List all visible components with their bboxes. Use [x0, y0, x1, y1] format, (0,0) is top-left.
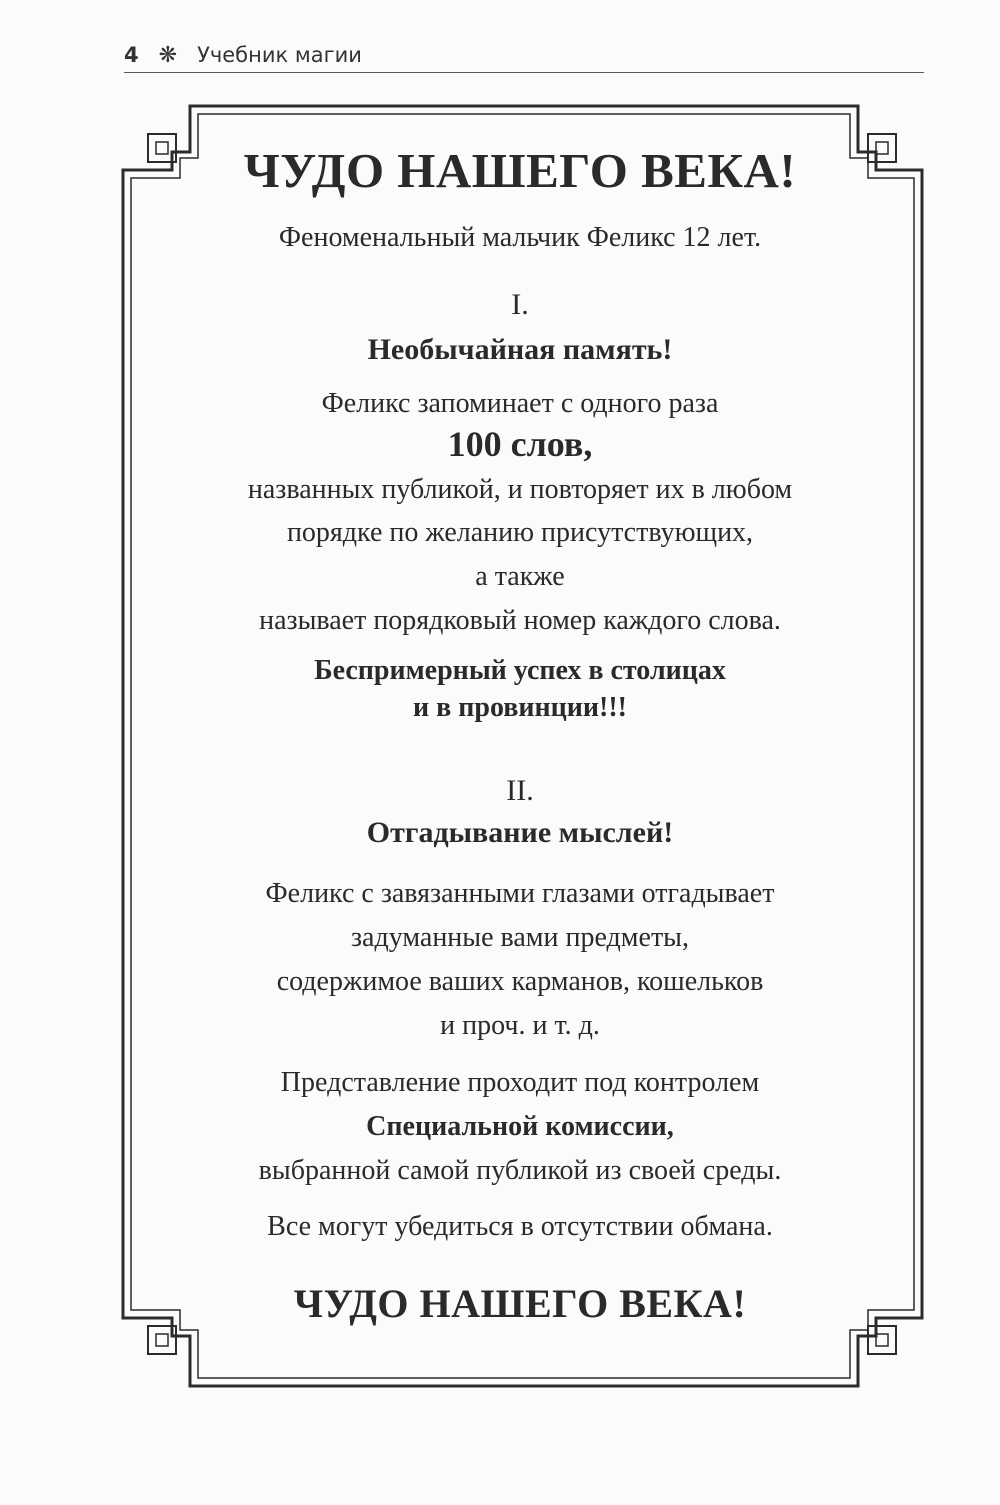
section-2-line: Представление проходит под контролем — [280, 1067, 760, 1098]
poster-subtitle: Феноменальный мальчик Феликс 12 лет. — [278, 222, 762, 253]
section-2-line-emphasis: Специальной комиссии, — [366, 1111, 674, 1142]
section-2-title: Отгадывание мыслей! — [366, 816, 674, 849]
section-1-line-emphasis: 100 слов, — [447, 424, 593, 464]
asterisk-ornament-icon: ❋ — [158, 42, 178, 68]
section-2-line: Все могут убедиться в отсутствии обмана. — [267, 1211, 773, 1242]
section-1-line: названных публикой, и повторяет их в любом — [247, 474, 793, 505]
page-number: 4 — [124, 43, 139, 67]
section-1-line: а также — [475, 561, 565, 592]
section-2-line: Феликс с завязанными глазами отгадывает — [265, 878, 775, 909]
section-2-line: задуманные вами предметы, — [351, 922, 689, 953]
poster-headline: ЧУДО НАШЕГО ВЕКА! — [243, 143, 797, 198]
book-title: Учебник магии — [197, 43, 362, 67]
section-1-success: Беспримерный успех в столицах — [314, 655, 726, 686]
section-2-numeral: II. — [506, 774, 534, 807]
section-1-numeral: I. — [511, 288, 529, 321]
section-1-line: Феликс запоминает с одного раза — [321, 388, 719, 419]
section-1-success: и в провинции!!! — [412, 692, 628, 723]
section-2-line: выбранной самой публикой из своей среды. — [258, 1155, 782, 1186]
section-2-line: содержимое ваших карманов, кошельков — [276, 966, 764, 997]
section-2-line: и проч. и т. д. — [440, 1010, 600, 1041]
poster-footer-headline: ЧУДО НАШЕГО ВЕКА! — [293, 1281, 747, 1326]
section-1-line: порядке по желанию присутствующих, — [286, 517, 754, 548]
section-1-title: Необычайная память! — [367, 333, 673, 366]
section-1-line: называет порядковый номер каждого слова. — [259, 605, 781, 636]
